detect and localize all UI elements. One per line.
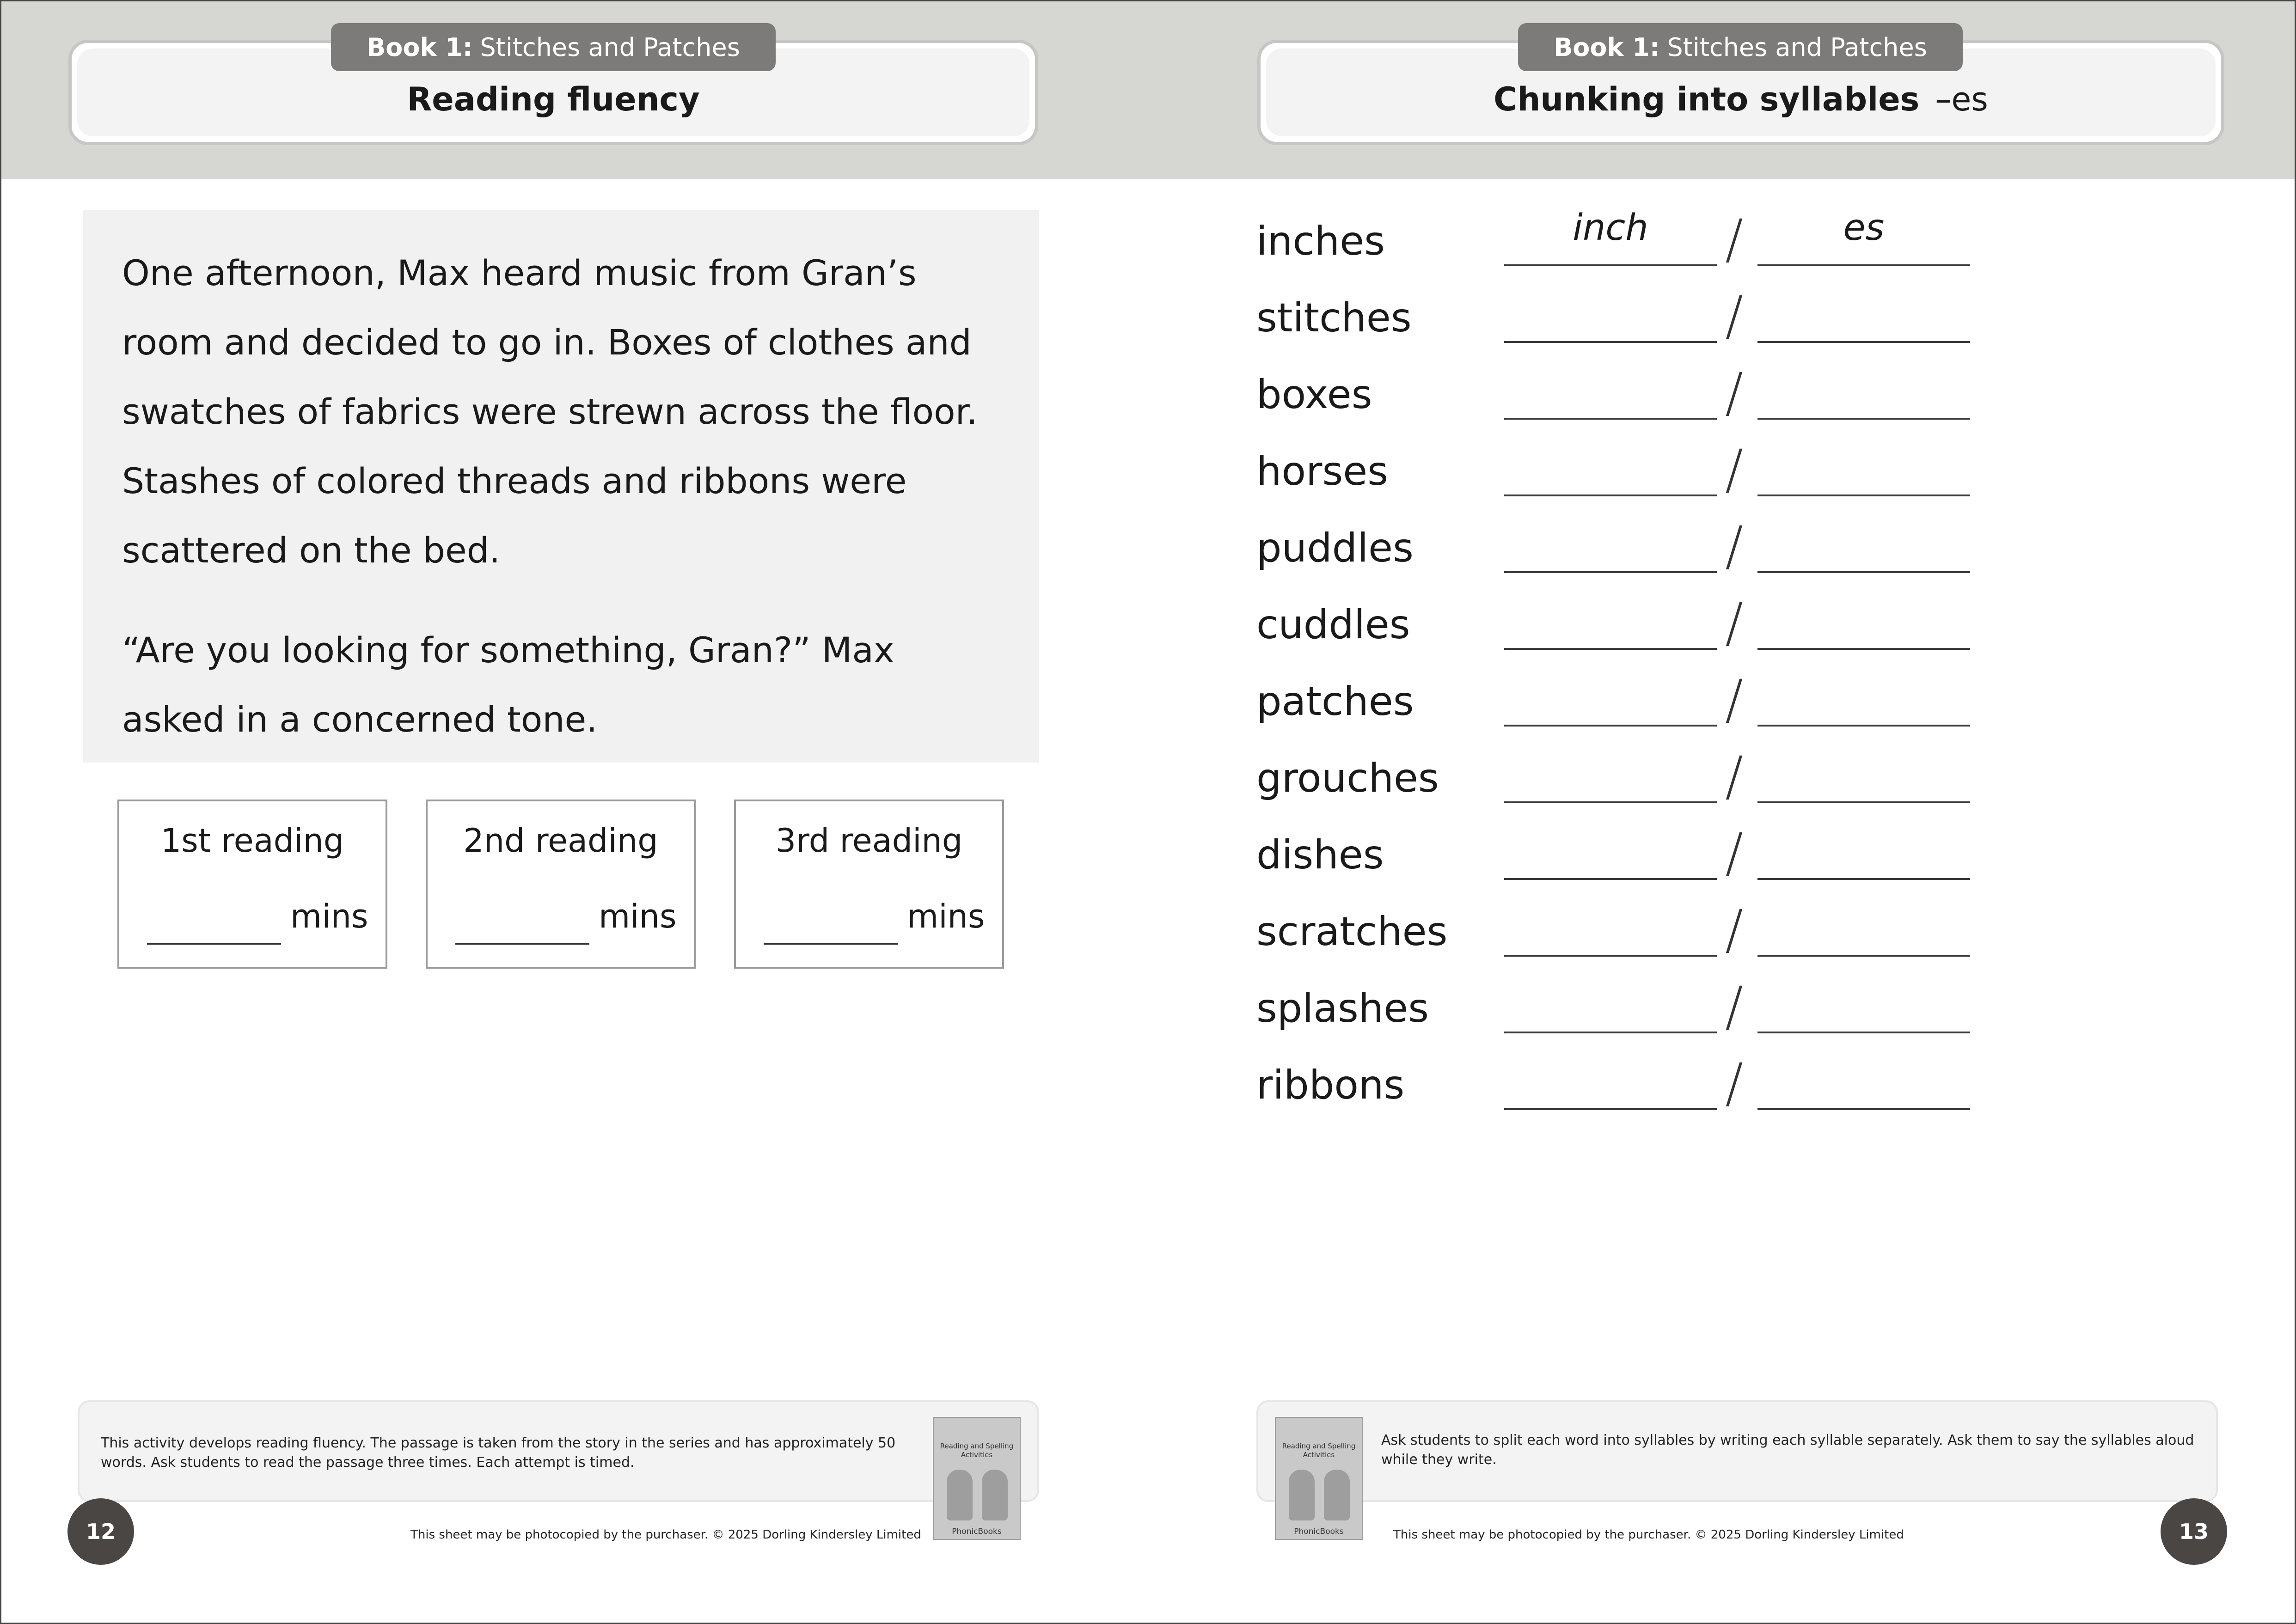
syllable-answer-line-1[interactable]: [1504, 1032, 1717, 1033]
reading-label: 3rd reading: [775, 822, 963, 860]
left-book-title: Stitches and Patches: [480, 32, 740, 62]
left-page-title: Reading fluency: [407, 80, 700, 118]
syllable-answer-line-1[interactable]: [1504, 264, 1717, 266]
left-book-number: Book 1:: [367, 32, 473, 62]
figure-icon: [1289, 1470, 1315, 1520]
thumbnail-title: Reading and Spelling Activities: [1282, 1442, 1356, 1459]
syllable-word: scratches: [1256, 909, 1448, 955]
right-book-tab: [1518, 23, 1963, 71]
left-page-number: 12: [67, 1498, 134, 1565]
left-book-thumbnail: [933, 1417, 1021, 1540]
left-teacher-note: [78, 1400, 1039, 1502]
right-page-number: 13: [2161, 1498, 2227, 1565]
syllable-separator: /: [1725, 438, 1744, 501]
syllable-separator: /: [1725, 1052, 1744, 1114]
right-book-title: Stitches and Patches: [1667, 32, 1927, 62]
right-copyright: This sheet may be photocopied by the purchaser. © 2025 Dorling Kindersley Limited: [1393, 1528, 1904, 1542]
left-teacher-note-text: This activity develops reading fluency. The passage is taken from the story in the series and has approximately 50 words. Ask students to read the passage three times. Each attempt is timed.: [101, 1435, 896, 1471]
syllable-row: [1256, 592, 1978, 654]
minutes-answer-line[interactable]: [147, 943, 281, 945]
syllable-answer-line-1[interactable]: [1504, 955, 1717, 957]
syllable-separator: /: [1725, 592, 1744, 654]
syllable-row: [1256, 207, 1978, 270]
thumbnail-logo: PhonicBooks: [1294, 1527, 1344, 1536]
passage-paragraph-1: One afternoon, Max heard music from Gran’s room and decided to go in. Boxes of clothes and swatches of fabrics were strewn across the floor. Stashes of colored threads and ribbons were scattered on the bed.: [122, 252, 978, 571]
reading-passage: [83, 210, 1039, 763]
syllable-row: [1256, 822, 1978, 884]
syllable-answer-first: inch: [1573, 207, 1648, 249]
reading-box-3: [734, 800, 1004, 969]
right-page-title: Chunking into syllables: [1494, 80, 1920, 118]
syllable-answer-line-2[interactable]: [1757, 801, 1970, 803]
syllable-word: patches: [1256, 678, 1414, 725]
syllable-row: [1256, 745, 1978, 807]
syllable-separator: /: [1725, 975, 1744, 1038]
right-page-title-suffix: –es: [1935, 80, 1988, 118]
syllable-row: [1256, 361, 1978, 424]
syllable-row: [1256, 438, 1978, 501]
reading-unit: mins: [290, 897, 368, 935]
syllable-row: [1256, 1052, 1978, 1114]
syllable-answer-line-2[interactable]: [1757, 418, 1970, 420]
thumbnail-logo: PhonicBooks: [952, 1527, 1002, 1536]
syllable-answer-line-1[interactable]: [1504, 725, 1717, 727]
syllable-answer-line-2[interactable]: [1757, 1032, 1970, 1033]
syllable-word: splashes: [1256, 985, 1429, 1032]
syllable-word: puddles: [1256, 525, 1414, 571]
syllable-row: [1256, 975, 1978, 1038]
syllable-row: [1256, 515, 1978, 577]
minutes-answer-line[interactable]: [455, 943, 589, 945]
syllable-word: ribbons: [1256, 1062, 1405, 1108]
syllable-answer-line-2[interactable]: [1757, 725, 1970, 727]
syllable-separator: /: [1725, 361, 1744, 424]
syllable-answer-line-2[interactable]: [1757, 648, 1970, 650]
right-teacher-note: [1256, 1400, 2218, 1502]
reading-unit: mins: [907, 897, 985, 935]
minutes-answer-line[interactable]: [764, 943, 898, 945]
syllable-answer-line-2[interactable]: [1757, 571, 1970, 573]
syllable-separator: /: [1725, 745, 1744, 807]
syllable-row: [1256, 285, 1978, 347]
syllable-answer-line-1[interactable]: [1504, 571, 1717, 573]
syllable-row: [1256, 668, 1978, 731]
syllable-answer-line-2[interactable]: [1757, 1108, 1970, 1110]
syllable-separator: /: [1725, 668, 1744, 731]
syllable-answer-line-1[interactable]: [1504, 648, 1717, 650]
right-book-thumbnail: [1275, 1417, 1363, 1540]
syllable-word: boxes: [1256, 372, 1372, 418]
syllable-answer-line-2[interactable]: [1757, 264, 1970, 266]
thumbnail-title: Reading and Spelling Activities: [940, 1442, 1014, 1459]
syllable-answer-line-2[interactable]: [1757, 955, 1970, 957]
reading-label: 1st reading: [160, 822, 344, 860]
syllable-answer-line-1[interactable]: [1504, 341, 1717, 343]
syllable-answer-line-1[interactable]: [1504, 878, 1717, 880]
figure-icon: [982, 1470, 1008, 1520]
syllable-separator: /: [1725, 898, 1744, 961]
reading-box-1: [117, 800, 387, 969]
left-book-tab: [331, 23, 776, 71]
reading-box-2: [426, 800, 696, 969]
syllable-answer-line-2[interactable]: [1757, 878, 1970, 880]
syllable-separator: /: [1725, 515, 1744, 577]
figure-icon: [1324, 1470, 1350, 1520]
syllable-answer-line-1[interactable]: [1504, 495, 1717, 496]
syllable-word: inches: [1256, 218, 1385, 264]
syllable-answer-line-1[interactable]: [1504, 418, 1717, 420]
syllable-word: horses: [1256, 448, 1389, 495]
left-copyright: This sheet may be photocopied by the purchaser. © 2025 Dorling Kindersley Limited: [410, 1528, 921, 1542]
syllable-separator: /: [1725, 285, 1744, 347]
reading-unit: mins: [599, 897, 677, 935]
syllable-answer-line-1[interactable]: [1504, 1108, 1717, 1110]
syllable-word: dishes: [1256, 832, 1384, 878]
right-book-number: Book 1:: [1554, 32, 1660, 62]
syllable-answer-second: es: [1843, 207, 1885, 249]
syllable-answer-line-1[interactable]: [1504, 801, 1717, 803]
passage-paragraph-2: “Are you looking for something, Gran?” Max asked in a concerned tone.: [122, 629, 894, 740]
syllable-word: stitches: [1256, 295, 1412, 341]
syllable-separator: /: [1725, 208, 1744, 270]
syllable-word: grouches: [1256, 755, 1439, 801]
syllable-answer-line-2[interactable]: [1757, 495, 1970, 496]
right-teacher-note-text: Ask students to split each word into syllables by writing each syllable separately. Ask them to say the syllables aloud while they write.: [1381, 1432, 2194, 1468]
reading-label: 2nd reading: [463, 822, 658, 860]
syllable-word: cuddles: [1256, 602, 1410, 648]
figure-icon: [947, 1470, 973, 1520]
syllable-row: [1256, 898, 1978, 961]
syllable-separator: /: [1725, 822, 1744, 884]
syllable-answer-line-2[interactable]: [1757, 341, 1970, 343]
